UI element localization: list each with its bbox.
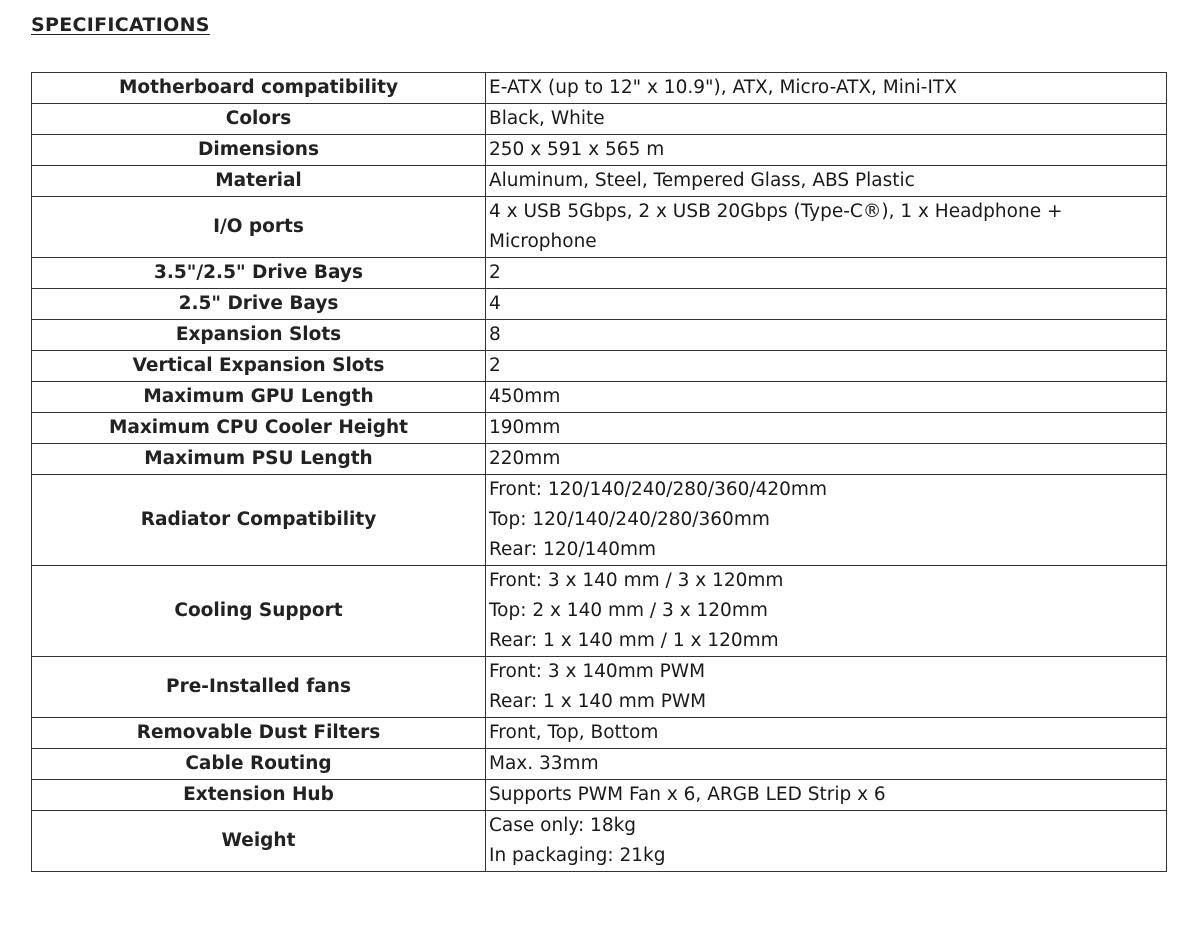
table-row [32, 351, 1167, 382]
table-row [32, 811, 1167, 872]
spec-value-line: Black, White [489, 108, 605, 129]
table-row [32, 566, 1167, 657]
table-row [32, 718, 1167, 749]
specifications-table [31, 72, 1167, 872]
spec-label: Cooling Support [32, 566, 486, 657]
spec-value-line: Case only: 18kg [489, 815, 637, 836]
table-row [32, 475, 1167, 566]
spec-value-line: In packaging: 21kg [489, 845, 666, 866]
spec-value [486, 289, 1167, 320]
spec-value [486, 657, 1167, 718]
spec-label: Removable Dust Filters [32, 718, 486, 749]
table-row [32, 657, 1167, 718]
spec-label: Colors [32, 104, 486, 135]
spec-value [486, 475, 1167, 566]
spec-value-line: 2 [489, 262, 501, 283]
spec-value-line: Front, Top, Bottom [489, 722, 659, 743]
spec-value [486, 566, 1167, 657]
table-row [32, 320, 1167, 351]
spec-value-line: 220mm [489, 448, 561, 469]
spec-value [486, 135, 1167, 166]
spec-label: Maximum CPU Cooler Height [32, 413, 486, 444]
spec-value-line: 8 [489, 324, 501, 345]
spec-value-line: 250 x 591 x 565 m [489, 139, 665, 160]
spec-value-line: Aluminum, Steel, Tempered Glass, ABS Plastic [489, 170, 915, 191]
spec-value [486, 413, 1167, 444]
spec-value [486, 351, 1167, 382]
spec-value-line: Rear: 1 x 140 mm PWM [489, 691, 707, 712]
spec-label: Maximum GPU Length [32, 382, 486, 413]
spec-value-line: 4 x USB 5Gbps, 2 x USB 20Gbps (Type-C®), 1 x Headphone + [489, 201, 1063, 222]
table-row [32, 289, 1167, 320]
table-row [32, 749, 1167, 780]
table-row [32, 166, 1167, 197]
table-row [32, 413, 1167, 444]
spec-value [486, 320, 1167, 351]
spec-value [486, 166, 1167, 197]
spec-value-line: Microphone [489, 231, 597, 252]
spec-value-line: 450mm [489, 386, 561, 407]
spec-value-line: 4 [489, 293, 501, 314]
spec-value-line: 2 [489, 355, 501, 376]
spec-value [486, 718, 1167, 749]
table-row [32, 382, 1167, 413]
spec-value [486, 780, 1167, 811]
spec-value-line: Rear: 120/140mm [489, 539, 657, 560]
spec-label: Radiator Compatibility [32, 475, 486, 566]
spec-label: Cable Routing [32, 749, 486, 780]
spec-value-line: Front: 3 x 140mm PWM [489, 661, 706, 682]
specifications-table-body [32, 73, 1167, 872]
spec-value-line: Top: 120/140/240/280/360mm [489, 509, 770, 530]
spec-label: Expansion Slots [32, 320, 486, 351]
spec-value-line: Top: 2 x 140 mm / 3 x 120mm [489, 600, 768, 621]
spec-value [486, 382, 1167, 413]
table-row [32, 104, 1167, 135]
spec-value [486, 73, 1167, 104]
spec-value [486, 197, 1167, 258]
spec-label: Weight [32, 811, 486, 872]
spec-value-line: 190mm [489, 417, 561, 438]
table-row [32, 780, 1167, 811]
spec-label: Pre-Installed fans [32, 657, 486, 718]
spec-value [486, 811, 1167, 872]
spec-value-line: Front: 3 x 140 mm / 3 x 120mm [489, 570, 784, 591]
spec-label: Maximum PSU Length [32, 444, 486, 475]
spec-value-line: Supports PWM Fan x 6, ARGB LED Strip x 6 [489, 784, 886, 805]
table-row [32, 73, 1167, 104]
spec-value-line: Max. 33mm [489, 753, 599, 774]
table-row [32, 258, 1167, 289]
spec-label: Extension Hub [32, 780, 486, 811]
spec-value-line: Front: 120/140/240/280/360/420mm [489, 479, 827, 500]
spec-value [486, 444, 1167, 475]
spec-label: 2.5" Drive Bays [32, 289, 486, 320]
spec-value [486, 749, 1167, 780]
table-row [32, 135, 1167, 166]
spec-value [486, 104, 1167, 135]
table-row [32, 197, 1167, 258]
spec-value-line: Rear: 1 x 140 mm / 1 x 120mm [489, 630, 779, 651]
spec-label: Material [32, 166, 486, 197]
table-row [32, 444, 1167, 475]
spec-label: Dimensions [32, 135, 486, 166]
spec-value [486, 258, 1167, 289]
spec-label: Vertical Expansion Slots [32, 351, 486, 382]
page-title: SPECIFICATIONS [31, 14, 210, 36]
spec-label: Motherboard compatibility [32, 73, 486, 104]
spec-label: 3.5"/2.5" Drive Bays [32, 258, 486, 289]
spec-label: I/O ports [32, 197, 486, 258]
spec-value-line: E-ATX (up to 12" x 10.9"), ATX, Micro-ATX, Mini-ITX [489, 77, 957, 98]
